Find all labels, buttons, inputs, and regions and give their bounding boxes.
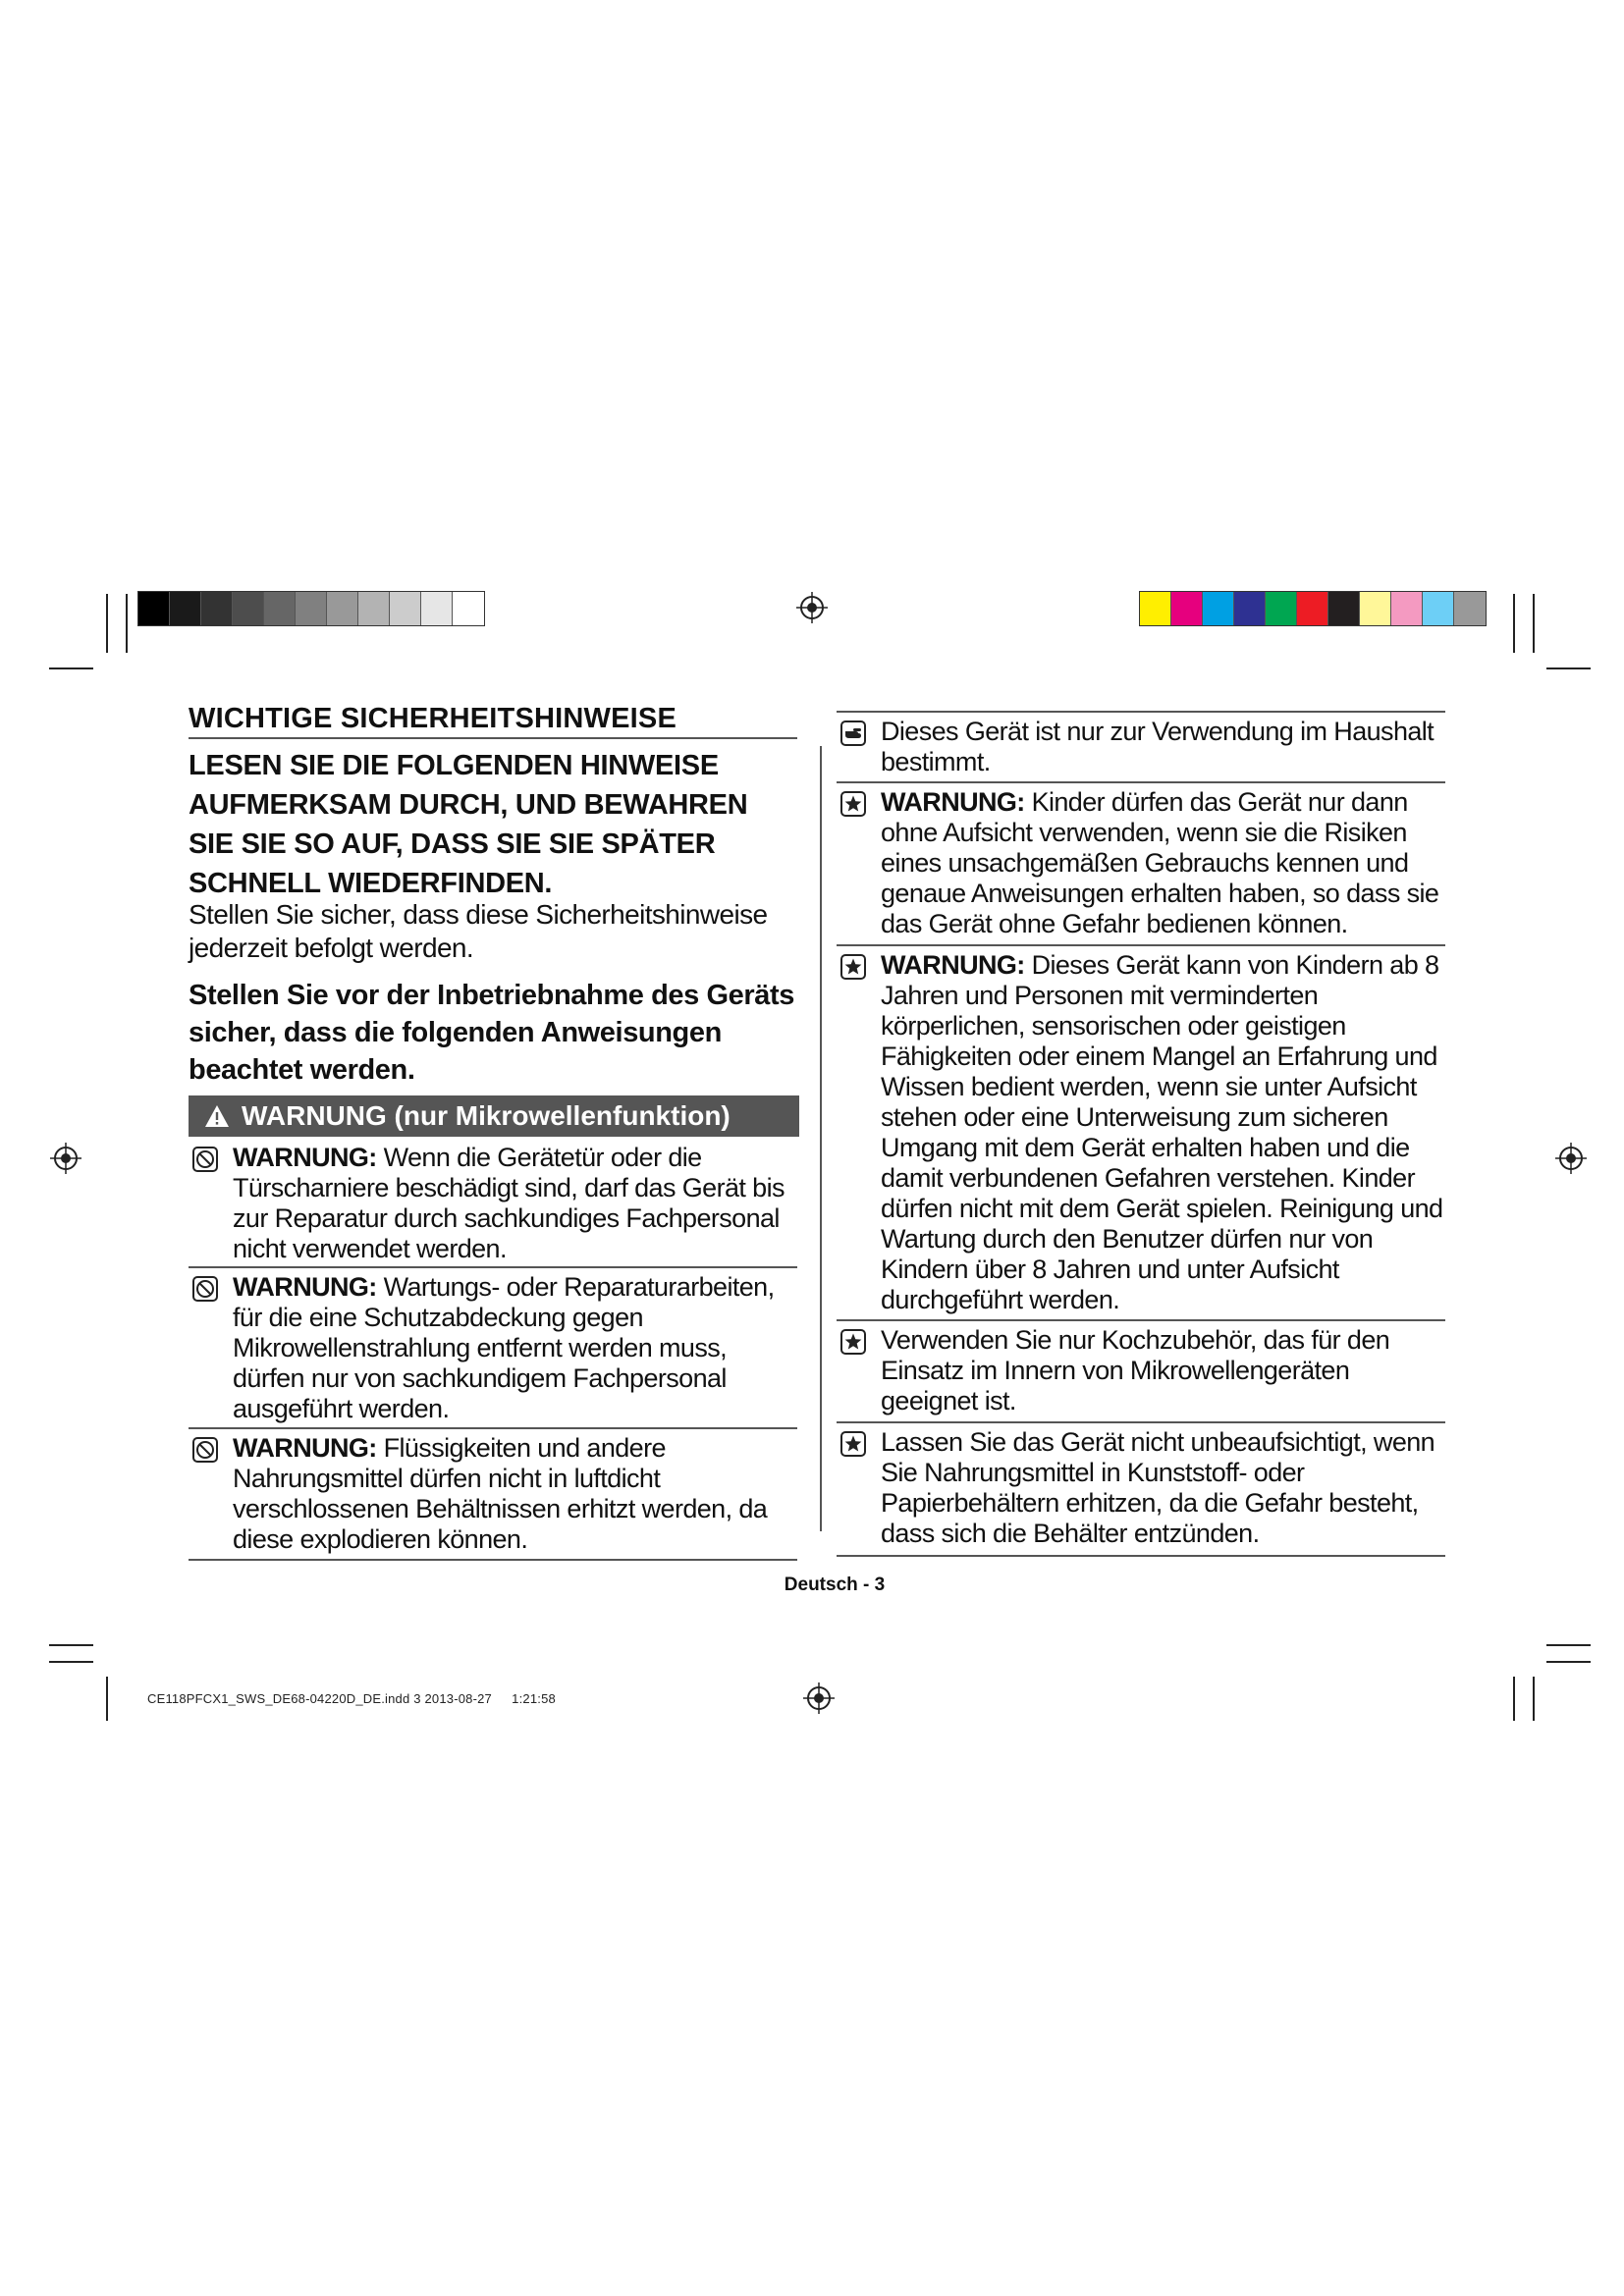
crop-mark: [106, 594, 108, 653]
pointing-hand-icon: [840, 721, 866, 746]
warning-header-label: WARNUNG (nur Mikrowellenfunktion): [242, 1100, 731, 1131]
registration-mark-icon: [802, 1682, 836, 1715]
crop-mark: [126, 594, 128, 653]
warning-text: Kinder dürfen das Gerät nur dann ohne Aufsicht verwenden, wenn sie die Risiken eines unsachgemäßen Gebrauchs kennen und genaue Anweisungen erhalten haben, so dass sie das Gerät ohne Gefahr bedienen können.: [881, 787, 1439, 938]
color-swatch: [327, 592, 358, 625]
no-entry-icon: [192, 1437, 218, 1463]
color-swatch: [453, 592, 484, 625]
divider: [837, 944, 1445, 946]
color-swatch: [1297, 592, 1328, 625]
star-box-icon: [840, 954, 866, 980]
info-item: [837, 1427, 1450, 1549]
info-item: [837, 1325, 1450, 1416]
color-swatch: [1328, 592, 1360, 625]
warning-label: WARNUNG:: [881, 787, 1025, 817]
column-divider: [820, 746, 822, 1531]
color-swatch: [421, 592, 453, 625]
page-number: Deutsch - 3: [784, 1575, 886, 1595]
intro-instruction: LESEN SIE DIE FOLGENDEN HINWEISE AUFMERKSAM DURCH, UND BEWAHREN SIE SIE SO AUF, DASS SIE SIE SPÄTER SCHNELL WIEDERFINDEN.: [189, 750, 748, 899]
color-swatch: [201, 592, 233, 625]
warning-label: WARNUNG:: [881, 950, 1025, 980]
intro-note: Stellen Sie sicher, dass diese Sicherheitshinweise jederzeit befolgt werden.: [189, 899, 768, 963]
page-title: WICHTIGE SICHERHEITSHINWEISE: [189, 703, 797, 739]
crop-mark: [1546, 667, 1591, 669]
info-text: Verwenden Sie nur Kochzubehör, das für den Einsatz im Innern von Mikrowellengeräten geeignet ist.: [881, 1325, 1390, 1415]
color-swatch: [1203, 592, 1234, 625]
divider: [837, 781, 1445, 783]
crop-mark: [1533, 1677, 1535, 1721]
warning-text: Flüssigkeiten und andere Nahrungsmittel dürfen nicht in luftdicht verschlossenen Behältnissen erhitzt werden, da diese explodieren können.: [233, 1433, 768, 1554]
warning-text: Wenn die Gerätetür oder die Türscharniere beschädigt sind, darf das Gerät bis zur Reparatur durch sachkundiges Fachpersonal nicht verwendet werden.: [233, 1143, 785, 1263]
warning-item: [837, 787, 1450, 939]
warning-item: [189, 1143, 797, 1264]
color-swatch: [138, 592, 170, 625]
color-swatch: [1391, 592, 1423, 625]
color-swatch: [1454, 592, 1486, 625]
info-text: Lassen Sie das Gerät nicht unbeaufsichtigt, wenn Sie Nahrungsmittel in Kunststoff- oder Papierbehältern erhitzen, da die Gefahr besteht, dass sich die Behälter entzünden.: [881, 1427, 1435, 1548]
color-swatch: [1234, 592, 1266, 625]
info-text: Dieses Gerät ist nur zur Verwendung im Haushalt bestimmt.: [881, 717, 1435, 776]
info-item: [837, 717, 1450, 777]
cmyk-color-bar: [1139, 591, 1487, 626]
intro-requirement: Stellen Sie vor der Inbetriebnahme des Geräts sicher, dass die folgenden Anweisungen beachtet werden.: [189, 980, 794, 1086]
crop-mark: [49, 1661, 93, 1663]
crop-mark: [49, 667, 93, 669]
crop-mark: [1513, 594, 1515, 653]
crop-mark: [1533, 594, 1535, 653]
star-box-icon: [840, 791, 866, 817]
divider: [837, 1555, 1445, 1557]
warning-item: [837, 950, 1450, 1315]
warning-text: Dieses Gerät kann von Kindern ab 8 Jahren und Personen mit verminderten körperlichen, sensorischen oder geistigen Fähigkeiten oder einem Mangel an Erfahrung und Wissen bedient werden, wenn sie unter Aufsicht stehen oder eine Unterweisung zum sicheren Umgang mit dem Gerät erhalten haben und die damit verbundenen Gefahren verstehen. Kinder dürfen nicht mit dem Gerät spielen. Reinigung und Wartung durch den Benutzer dürfen nur von Kindern über 8 Jahren und unter Aufsicht durchgeführt werden.: [881, 950, 1443, 1314]
divider: [837, 1421, 1445, 1423]
color-swatch: [233, 592, 264, 625]
gray-color-bar: [137, 591, 485, 626]
crop-mark: [1513, 1677, 1515, 1721]
registration-mark-icon: [795, 591, 829, 624]
divider: [189, 1266, 797, 1268]
color-swatch: [296, 592, 327, 625]
registration-mark-icon: [1554, 1142, 1588, 1175]
divider: [189, 1559, 797, 1561]
print-slug: CE118PFCX1_SWS_DE68-04220D_DE.indd 3 2013-08-27 ㅤ 1:21:58: [147, 1691, 556, 1706]
warning-item: [189, 1433, 797, 1555]
star-box-icon: [840, 1329, 866, 1355]
warning-header: [189, 1095, 799, 1137]
warning-item: [189, 1272, 797, 1424]
star-box-icon: [840, 1431, 866, 1457]
warning-label: WARNUNG:: [233, 1272, 377, 1302]
warning-text: Wartungs- oder Reparaturarbeiten, für die eine Schutzabdeckung gegen Mikrowellenstrahlung entfernt werden muss, dürfen nur von sachkundigem Fachpersonal ausgeführt werden.: [233, 1272, 775, 1423]
color-swatch: [264, 592, 296, 625]
color-swatch: [1423, 592, 1454, 625]
divider: [837, 1319, 1445, 1321]
crop-mark: [106, 1677, 108, 1721]
color-swatch: [1266, 592, 1297, 625]
registration-mark-icon: [49, 1142, 82, 1175]
divider: [189, 1427, 797, 1429]
color-swatch: [170, 592, 201, 625]
warning-label: WARNUNG:: [233, 1143, 377, 1172]
color-swatch: [358, 592, 390, 625]
no-entry-icon: [192, 1276, 218, 1302]
no-entry-icon: [192, 1147, 218, 1172]
crop-mark: [1546, 1644, 1591, 1646]
color-swatch: [1140, 592, 1171, 625]
color-swatch: [390, 592, 421, 625]
crop-mark: [49, 1644, 93, 1646]
color-swatch: [1360, 592, 1391, 625]
divider: [837, 711, 1445, 713]
crop-mark: [1546, 1661, 1591, 1663]
warning-label: WARNUNG:: [233, 1433, 377, 1463]
color-swatch: [1171, 592, 1203, 625]
warning-triangle-icon: [204, 1104, 230, 1128]
